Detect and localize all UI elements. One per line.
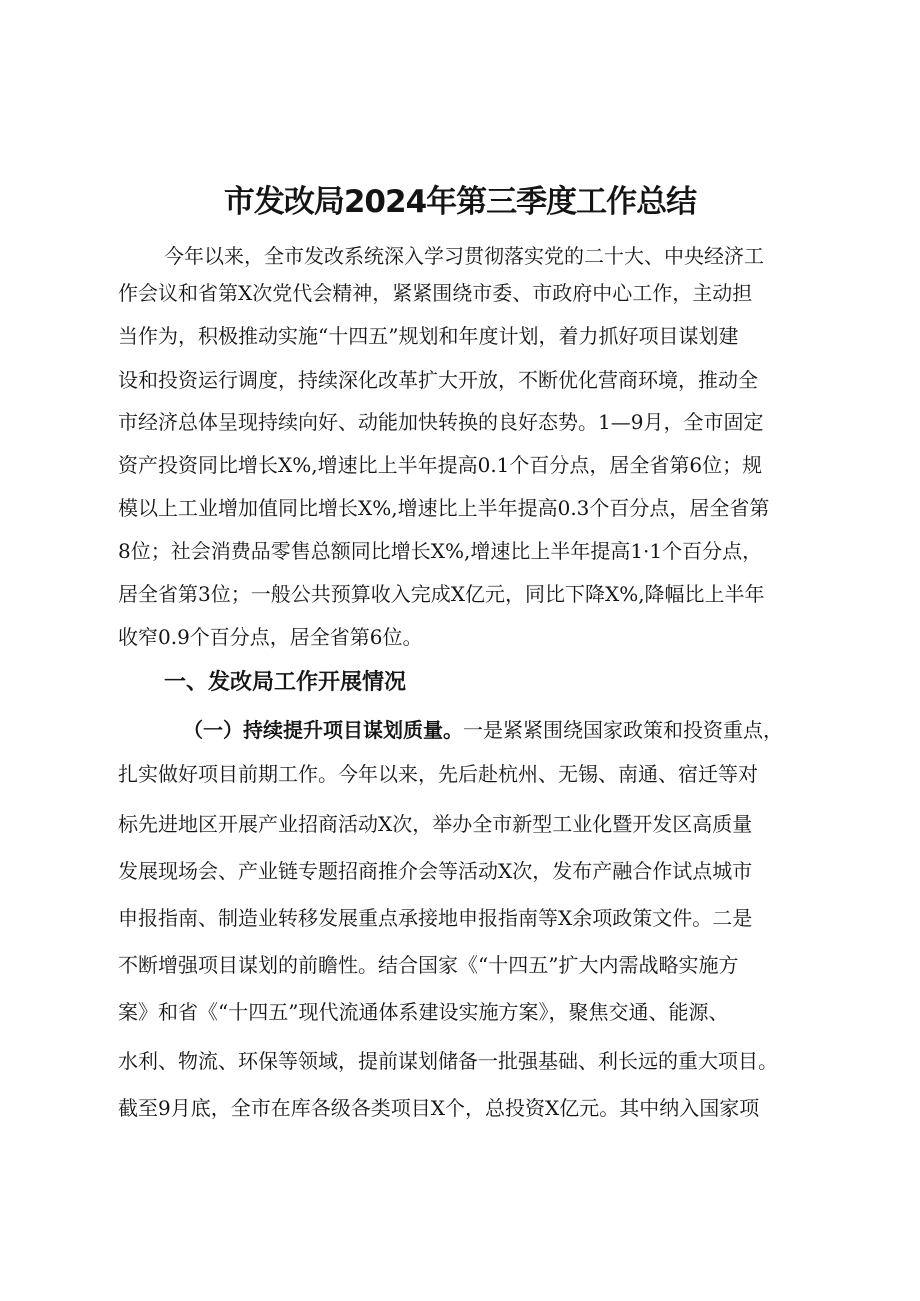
body-line-8: 截至9月底，全市在库各级各类项目X个，总投资X亿元。其中纳入国家项 xyxy=(118,1096,760,1120)
intro-line-8: 8位；社会消费品零售总额同比增长X%,增速比上半年提高1·1个百分点， xyxy=(118,539,763,563)
body-line-3: 发展现场会、产业链专题招商推介会等活动X次，发布产融合作试点城市 xyxy=(118,859,753,883)
intro-line-2: 作会议和省第X次党代会精神，紧紧围绕市委、市政府中心工作，主动担 xyxy=(118,281,753,305)
intro-line-4: 设和投资运行调度，持续深化改革扩大开放，不断优化营商环境，推动全 xyxy=(118,368,758,392)
body-line-2: 标先进地区开展产业招商活动X次，举办全市新型工业化暨开发区高质量 xyxy=(118,812,753,836)
body-line-4: 申报指南、制造业转移发展重点承接地申报指南等X余项政策文件。二是 xyxy=(118,906,753,930)
intro-line-5: 市经济总体呈现持续向好、动能加快转换的良好态势。1—9月，全市固定 xyxy=(118,410,764,434)
section-heading: 一、发改局工作开展情况 xyxy=(164,670,407,695)
body-line-6: 案》和省《“十四五”现代流通体系建设实施方案》，聚焦交通、能源、 xyxy=(118,1000,729,1024)
intro-line-10: 收窄0.9个百分点，居全省第6位。 xyxy=(118,625,423,649)
subsection-first-line xyxy=(183,708,833,752)
intro-line-9: 居全省第3位；一般公共预算收入完成X亿元，同比下降X%,降幅比上半年 xyxy=(118,582,765,606)
intro-line-6: 资产投资同比增长X%,增速比上半年提高0.1个百分点，居全省第6位；规 xyxy=(118,453,763,477)
intro-line-7: 模以上工业增加值同比增长X%,增速比上半年提高0.3个百分点，居全省第 xyxy=(118,496,770,520)
body-line-5: 不断增强项目谋划的前瞻性。结合国家《“十四五”扩大内需战略实施方 xyxy=(118,953,739,977)
subsection-first-line-text: 一是紧紧围绕国家政策和投资重点， xyxy=(463,718,783,742)
intro-line-1: 今年以来，全市发改系统深入学习贯彻落实党的二十大、中央经济工 xyxy=(164,244,764,268)
subsection-label: （一）持续提升项目谋划质量。 xyxy=(183,718,463,742)
body-line-1: 扎实做好项目前期工作。今年以来，先后赴杭州、无锡、南通、宿迁等对 xyxy=(118,762,758,786)
document-title: 市发改局2024年第三季度工作总结 xyxy=(223,184,697,220)
body-line-7: 水利、物流、环保等领域，提前谋划储备一批强基础、利长远的重大项目。 xyxy=(118,1049,778,1073)
intro-line-3: 当作为，积极推动实施“十四五”规划和年度计划，着力抓好项目谋划建 xyxy=(118,324,739,348)
